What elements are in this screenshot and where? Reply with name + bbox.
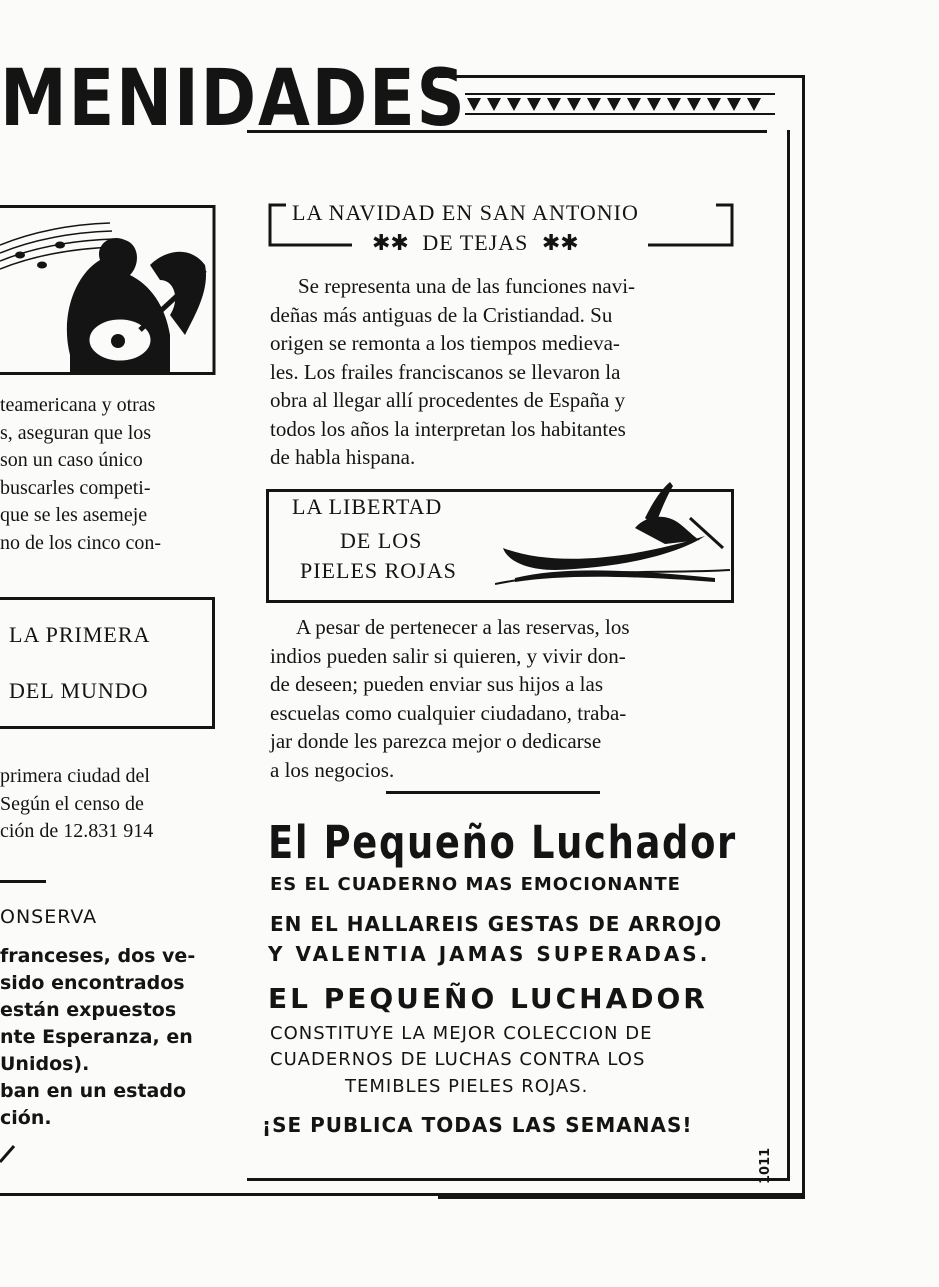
text-line: indios pueden salir si quieren, y vivir don- (270, 643, 626, 668)
page-frame-bottom-rule (0, 1193, 805, 1196)
ornament-stroke (0, 1140, 20, 1164)
text-line: no de los cinco con- (0, 531, 162, 554)
text-line: todos los años la interpretan los habitantes (270, 416, 626, 441)
text-line: Unidos). (0, 1053, 90, 1075)
advert-line: CONSTITUYE LA MEJOR COLECCION DE (270, 1023, 653, 1044)
left-paragraph-2 (0, 763, 215, 846)
text-line: franceses, dos ve- (0, 945, 196, 967)
left-paragraph-1 (0, 392, 215, 557)
text-line: Se representa una de las funciones navi- (298, 274, 636, 298)
article-1-subtitle-text: DE TEJAS (422, 230, 529, 255)
canoe-illustration (495, 478, 730, 598)
text-line: teamericana y otras (0, 394, 156, 416)
text-line: ción de 12.831 914 (0, 820, 154, 842)
text-line: de habla hispana. (270, 445, 416, 469)
text-line: s, aseguran que los (0, 421, 152, 444)
article-1-title: LA NAVIDAD EN SAN ANTONIO (292, 200, 639, 225)
text-line: buscarles competi- (0, 476, 151, 499)
text-line: les. Los frailes franciscanos se llevaron la (270, 359, 621, 384)
box-heading-line: LA PRIMERA (9, 622, 151, 647)
advert-line: EL PEQUEÑO LUCHADOR (268, 982, 708, 1015)
advert-line: ES EL CUADERNO MAS EMOCIONANTE (270, 874, 681, 895)
text-line: a los negocios. (270, 757, 395, 782)
advert-line: Y VALENTIA JAMAS SUPERADAS. (268, 942, 711, 966)
article-2-title-line: PIELES ROJAS (300, 558, 457, 583)
advert-line: TEMIBLES PIELES ROJAS. (345, 1076, 589, 1097)
article-divider (386, 791, 600, 794)
article-1-body (270, 272, 736, 472)
text-line: jar donde les parezca mejor o dedicarse (270, 729, 602, 753)
print-code (756, 1132, 776, 1192)
text-line: están expuestos (0, 999, 177, 1021)
text-line: A pesar de pertenecer a las reservas, los (296, 615, 630, 639)
text-line: nte Esperanza, en (0, 1026, 193, 1048)
text-line: deñas más antiguas de la Cristiandad. Su (270, 302, 613, 327)
article-1-subtitle (372, 230, 579, 256)
advert-line: CUADERNOS DE LUCHAS CONTRA LOS (270, 1049, 646, 1070)
article-2-title-line: LA LIBERTAD (292, 494, 443, 519)
guitarist-illustration (0, 205, 216, 375)
left-paragraph-3 (0, 943, 215, 1132)
text-line: sido encontrados (0, 972, 185, 994)
text-line: escuelas como cualquier ciudadano, traba- (270, 700, 627, 725)
advert-line: ¡SE PUBLICA TODAS LAS SEMANAS! (262, 1113, 693, 1137)
advert-line: EN EL HALLAREIS GESTAS DE ARROJO (270, 912, 723, 936)
text-line: origen se remonta a los tiempos medieva- (270, 331, 620, 355)
article-2-body (270, 613, 736, 784)
section-divider (0, 880, 46, 883)
text-line: ción. (0, 1107, 52, 1129)
arrow-band-ornament (465, 92, 775, 116)
advert-title: El Pequeño Luchador (268, 816, 737, 869)
headline-box (0, 597, 215, 729)
masthead-title: MENIDADES (0, 54, 467, 144)
box-heading-line: DEL MUNDO (9, 678, 149, 703)
star-icon: ✱✱ (541, 230, 579, 255)
text-line: obra al llegar allí procedentes de España y (270, 388, 626, 412)
text-line: primera ciudad del (0, 765, 150, 787)
text-line: ban en un estado (0, 1080, 187, 1102)
text-line: de deseen; pueden enviar sus hijos a las (270, 672, 603, 696)
print-code-text: 1011 (758, 1147, 773, 1184)
text-line: que se les asemeje (0, 504, 148, 526)
text-line: Según el censo de (0, 792, 144, 815)
article-2-title-line: DE LOS (340, 528, 423, 553)
section-heading: ONSERVA (0, 906, 98, 928)
text-line: son un caso único (0, 449, 143, 471)
star-icon: ✱✱ (372, 230, 409, 255)
